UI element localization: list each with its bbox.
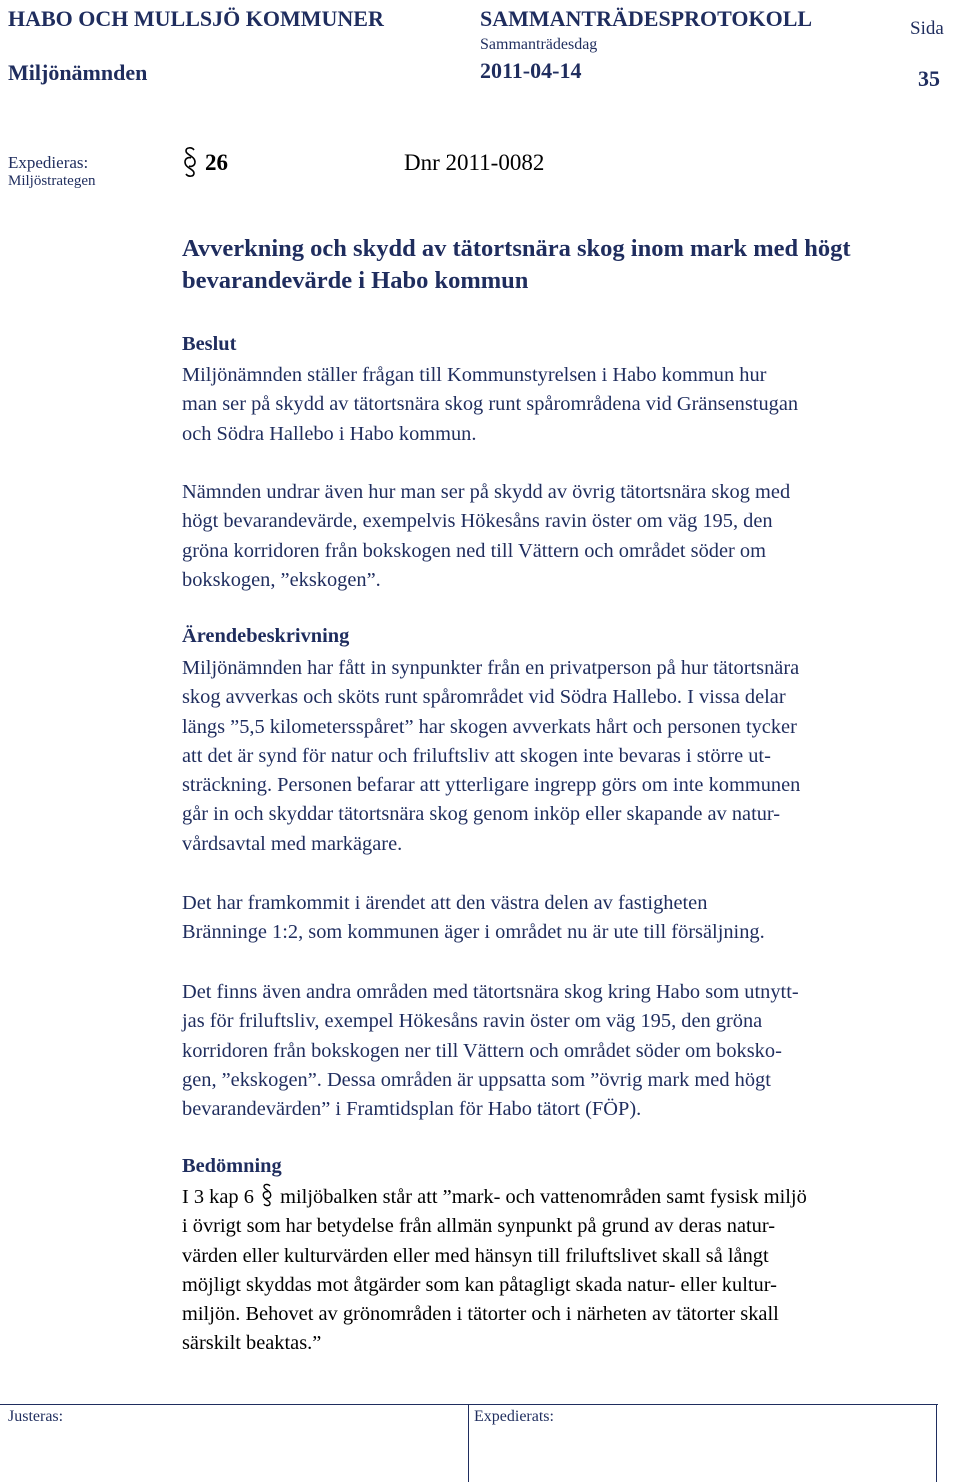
- text-line: Det har framkommit i ärendet att den västra delen av fastigheten: [182, 892, 708, 914]
- text-line: och Södra Hallebo i Habo kommun.: [182, 422, 477, 445]
- text-line: skog avverkas och sköts runt spårområdet vid Södra Hallebo. I vissa delar: [182, 686, 786, 709]
- text-line: gen, ”ekskogen”. Dessa områden är uppsatta som ”övrig mark med högt: [182, 1068, 771, 1091]
- footer-column-divider: [936, 1404, 937, 1482]
- text-line: man ser på skydd av tätortsnära skog runt spårområdena vid Gränsenstugan: [182, 393, 799, 416]
- text-line: möjligt skyddas mot åtgärder som kan påtagligt skada natur- eller kultur-: [182, 1273, 777, 1296]
- text-line: bokskogen, ”ekskogen”.: [182, 568, 381, 591]
- footer-column-divider: [468, 1404, 469, 1482]
- bedomning-paragraph: [182, 1183, 957, 1359]
- text-line: går in och skyddar tätortsnära skog genom inköp eller skapande av natur-: [182, 803, 781, 826]
- text-line: jas för friluftsliv, exempel Hökesåns ravin öster om väg 195, den gröna: [182, 1010, 763, 1033]
- document-type: SAMMANTRÄDESPROTOKOLL: [480, 6, 813, 31]
- text-line: [182, 1183, 957, 1212]
- arende-heading: Ärendebeskrivning: [182, 625, 350, 647]
- text-line: i övrigt som har betydelse från allmän synpunkt på grund av deras natur-: [182, 1215, 776, 1238]
- expedieras-value: Miljöstrategen: [8, 173, 96, 189]
- text-line: bevarandevärden” i Framtidsplan för Habo tätort (FÖP).: [182, 1098, 642, 1121]
- page-number: 35: [918, 66, 940, 91]
- text-line: Miljönämnden har fått in synpunkter från en privatperson på hur tätortsnära: [182, 657, 800, 679]
- beslut-heading: Beslut: [182, 333, 237, 355]
- page-label: Sida: [910, 18, 944, 39]
- text-line: att det är synd för natur och friluftsliv att skogen inte bevaras i större ut-: [182, 744, 771, 767]
- beslut-paragraph-1: [182, 361, 957, 449]
- text-line: Det finns även andra områden med tätortsnära skog kring Habo som utnytt-: [182, 981, 799, 1003]
- title-line: Avverkning och skydd av tätortsnära skog inom mark med högt: [182, 235, 851, 262]
- meeting-date: 2011-04-14: [480, 58, 582, 83]
- footer-divider: [0, 1404, 938, 1405]
- text-fragment: I 3 kap 6: [182, 1186, 254, 1208]
- paragraph-number: 26: [205, 150, 228, 175]
- text-line: miljön. Behovet av grönområden i tätorter och i närheten av tätorter skall: [182, 1303, 779, 1326]
- arende-paragraph-2: [182, 889, 957, 948]
- arende-paragraph-3: [182, 978, 957, 1124]
- text-line: vårdsavtal med markägare.: [182, 832, 403, 855]
- justeras-label: Justeras:: [8, 1408, 64, 1425]
- title-line: bevarandevärde i Habo kommun: [182, 267, 529, 294]
- text-fragment: miljöbalken står att ”mark- och vattenområden samt fysisk miljö: [280, 1186, 807, 1208]
- beslut-paragraph-2: [182, 478, 957, 595]
- section-sign-icon: [261, 1183, 273, 1207]
- text-line: Nämnden undrar även hur man ser på skydd av övrig tätortsnära skog med: [182, 481, 791, 503]
- arende-paragraph-1: [182, 654, 957, 859]
- text-line: sträckning. Personen befarar att ytterligare ingrepp görs om inte kommunen: [182, 774, 801, 797]
- text-line: Miljönämnden ställer frågan till Kommunstyrelsen i Habo kommun hur: [182, 364, 767, 386]
- text-line: längs ”5,5 kilometersspåret” har skogen avverkats hårt och personen tycker: [182, 715, 797, 738]
- expedieras-label: Expedieras:: [8, 153, 89, 172]
- municipality-name: HABO OCH MULLSJÖ KOMMUNER: [8, 6, 384, 31]
- meeting-date-label: Sammanträdesdag: [480, 36, 598, 53]
- bedomning-heading: Bedömning: [182, 1155, 282, 1177]
- text-line: korridoren från bokskogen ner till Vättern och området söder om boksko-: [182, 1039, 782, 1062]
- text-line: värden eller kulturvärden eller med hänsyn till friluftslivet skall så långt: [182, 1244, 769, 1267]
- text-line: särskilt beaktas.”: [182, 1332, 322, 1355]
- board-name: Miljönämnden: [8, 60, 148, 85]
- text-line: gröna korridoren från bokskogen ned till Vättern och området söder om: [182, 539, 766, 562]
- case-number: Dnr 2011-0082: [404, 150, 545, 175]
- expedierats-label: Expedierats:: [474, 1408, 554, 1425]
- text-line: högt bevarandevärde, exempelvis Hökesåns ravin öster om väg 195, den: [182, 510, 773, 533]
- page-title: [182, 233, 851, 297]
- text-line: Bränninge 1:2, som kommunen äger i området nu är ute till försäljning.: [182, 921, 765, 944]
- section-sign-icon: [182, 146, 198, 178]
